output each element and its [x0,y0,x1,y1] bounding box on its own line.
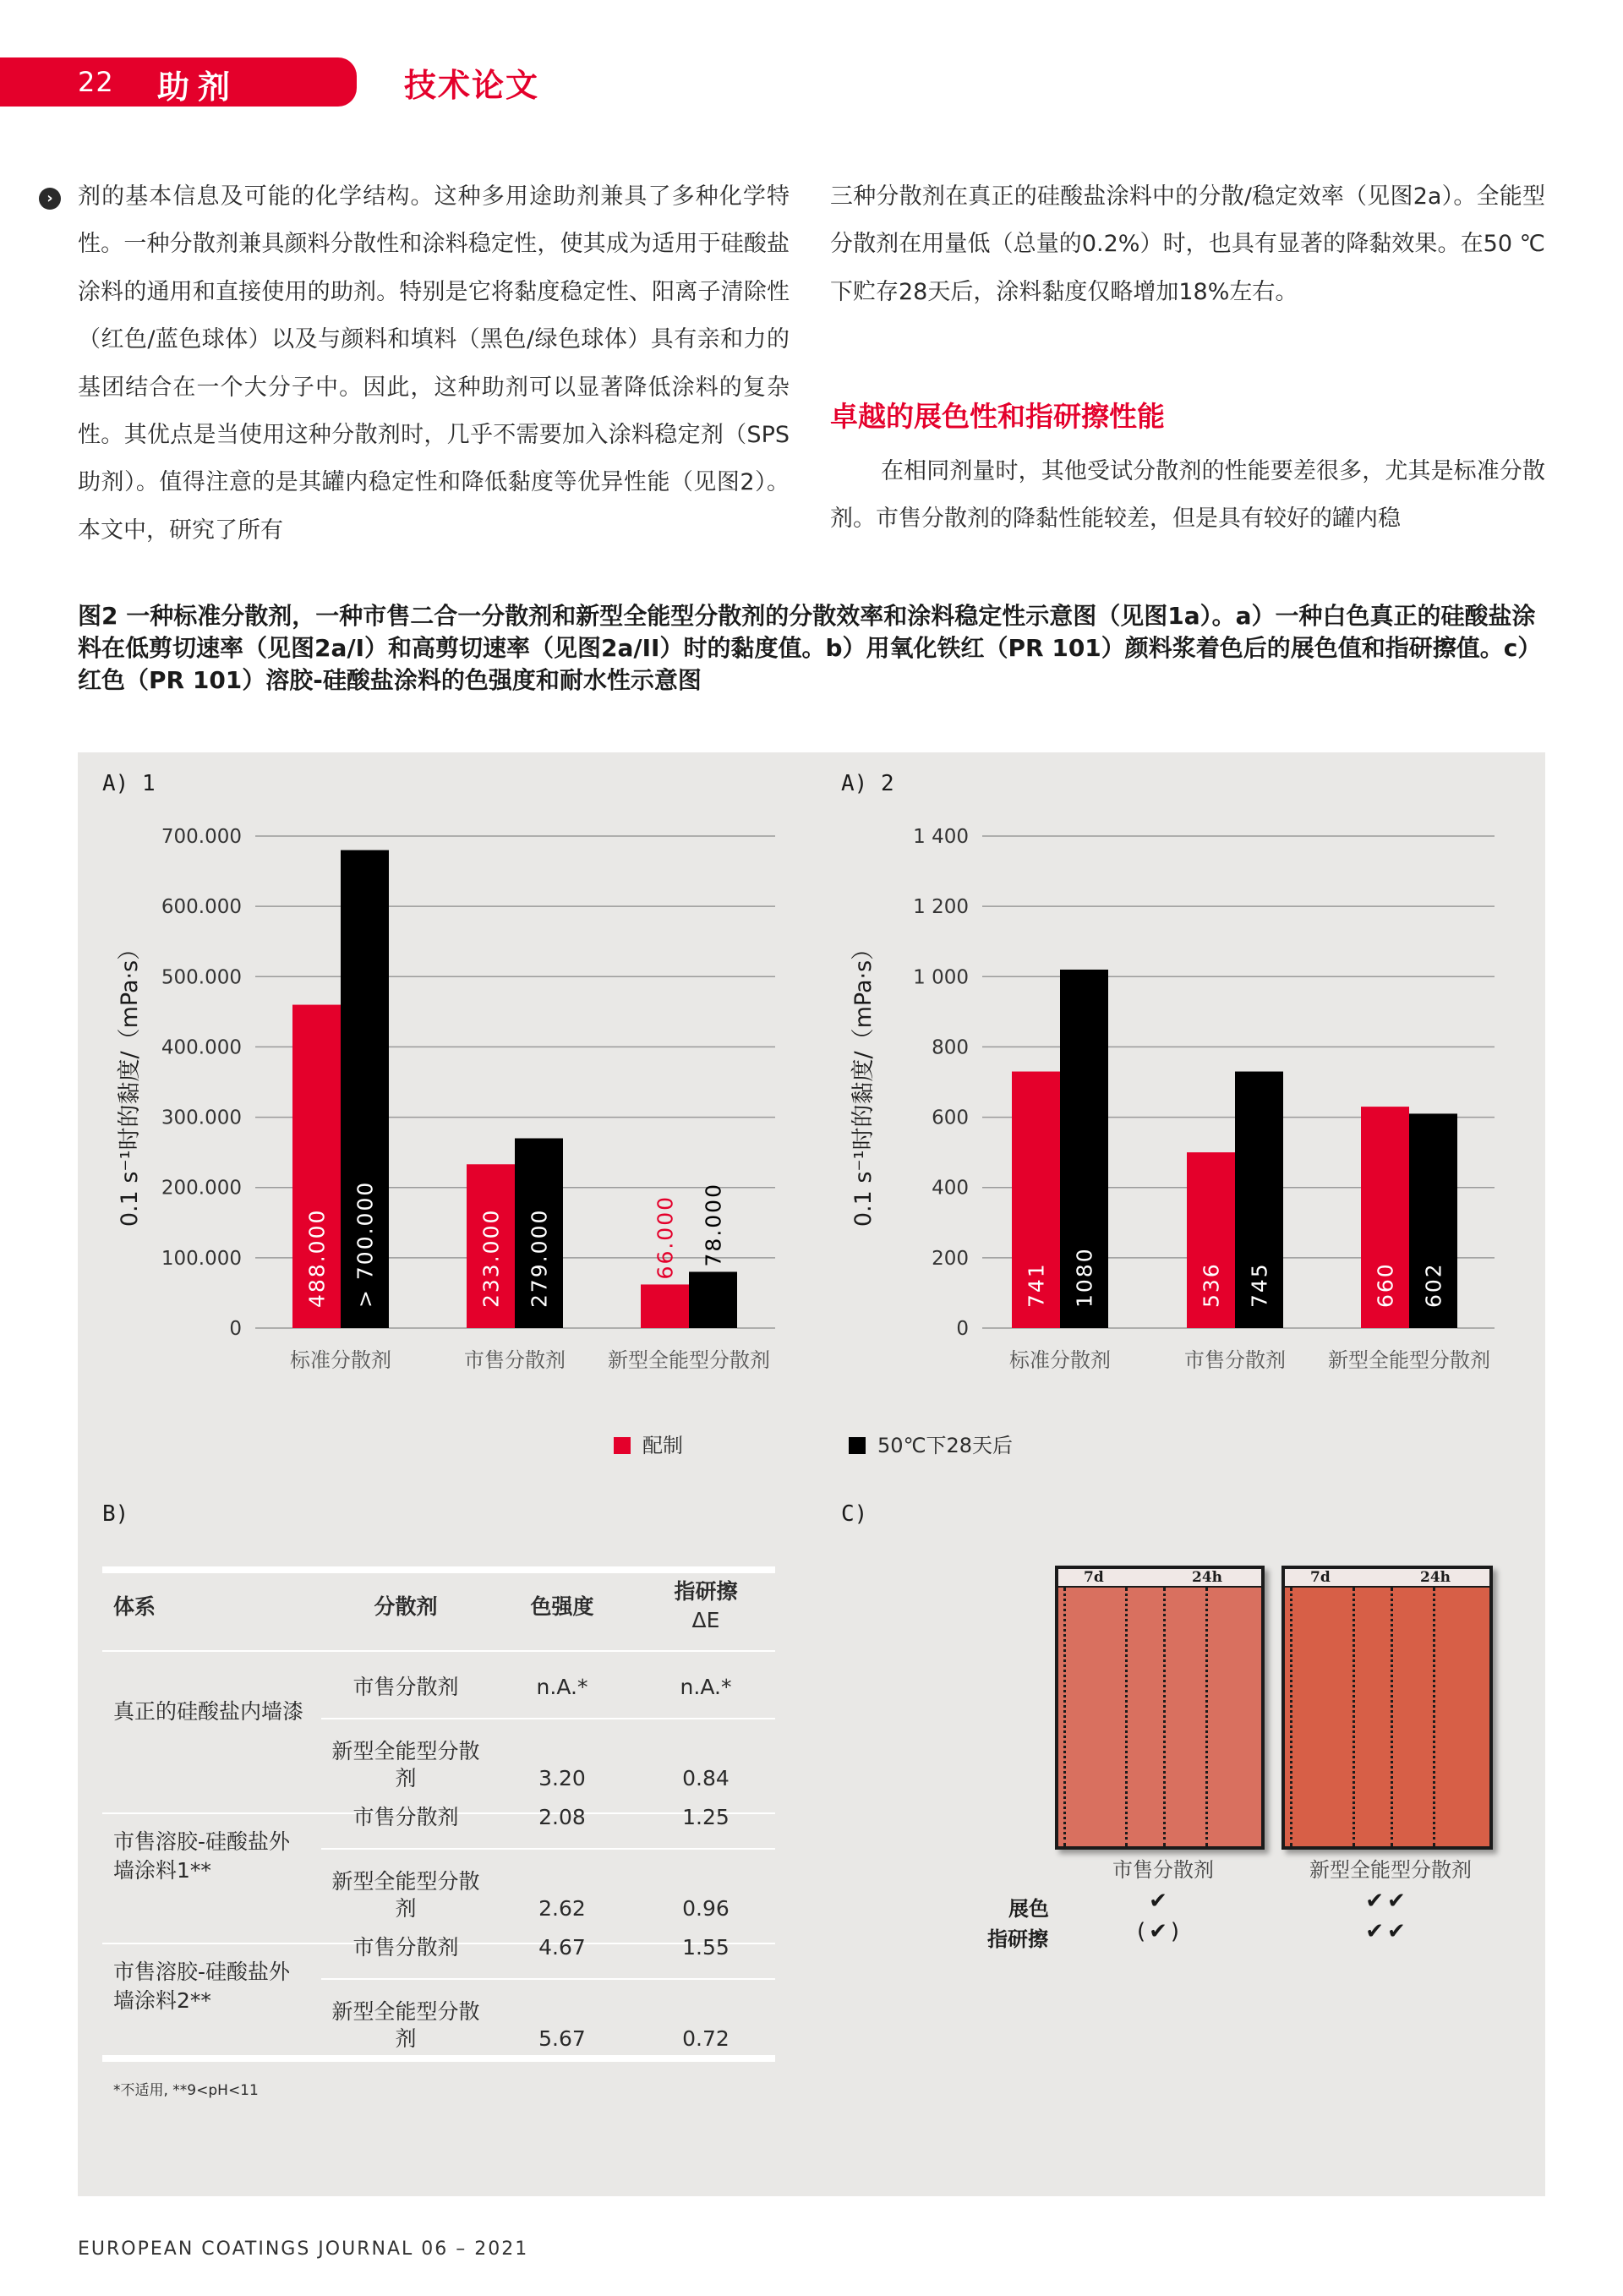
table-dispersant-cell: 市售分散剂 [352,1935,459,1960]
table-dispersant-cell: 新型全能型分散剂 [331,1869,480,1921]
th-color-strength: 色强度 [530,1594,594,1619]
swatch-tag-7d: 7d [1084,1569,1104,1586]
bar-value-label: 66.000 [653,1194,678,1280]
table-color-strength-cell: 2.62 [538,1896,586,1921]
bar-value-label: 233.000 [478,1208,504,1308]
table-color-strength-cell: 2.08 [538,1805,586,1829]
bar-value-label: 488.000 [304,1208,330,1308]
swatch-dotted-line [1352,1588,1355,1846]
table-system-cell: 市售溶胶-硅酸盐外墙涂料2** [113,1960,291,2013]
swatch-dotted-line [1433,1588,1435,1846]
swatch-tag-7d: 7d [1310,1569,1331,1586]
th-system: 体系 [113,1594,156,1619]
table-dispersant-cell: 新型全能型分散剂 [331,1739,480,1790]
bar-value-label: 279.000 [527,1208,552,1308]
table-top-rule [102,1566,775,1573]
bar-value-label: 745 [1247,1262,1272,1308]
development-check-icon: ✔ [1149,1889,1171,1914]
legend-stored [849,1429,1013,1458]
panel-label-b: B) [102,1501,129,1527]
sample-name-label: 新型全能型分散剂 [1309,1858,1472,1882]
table-dispersant-cell: 市售分散剂 [352,1675,459,1699]
panel-label-c: C) [841,1501,868,1527]
x-category-label: 市售分散剂 [464,1348,566,1372]
y-tick-label: 600.000 [161,896,242,919]
bar-value-label: > 700.000 [352,1180,378,1308]
table-row-rule [321,1718,775,1719]
panel-label-a2: A) 2 [841,771,894,796]
legend-stored-label: 50℃下28天后 [877,1434,1014,1457]
table-rubout-cell: 0.96 [682,1896,730,1921]
y-tick-label: 1 200 [913,896,969,919]
y-tick-label: 200 [932,1247,969,1270]
category-title: 技术论文 [404,67,540,104]
body-text-right-2: 在相同剂量时，其他受试分散剂的性能要差很多，尤其是标准分散剂。市售分散剂的降黏性能较差，但是具有较好的罐内稳 [830,458,1545,533]
table-system-cell: 市售溶胶-硅酸盐外墙涂料1** [113,1829,291,1883]
y-tick-label: 300.000 [161,1107,242,1129]
chart-a1 [78,803,805,1395]
y-tick-label: 600 [932,1107,969,1129]
swatch-tag-24h: 24h [1420,1569,1451,1586]
y-tick-label: 500.000 [161,966,242,989]
legend-swatch-red [614,1437,631,1454]
y-tick-label: 700.000 [161,826,242,848]
swatch-tag-24h: 24h [1192,1569,1223,1586]
rubout-check-icon: (✔) [1136,1919,1183,1944]
sample-name-label: 市售分散剂 [1112,1858,1214,1882]
journal-footer: EUROPEAN COATINGS JOURNAL 06 – 2021 [78,2239,529,2260]
th-delta-e: ΔE [691,1608,720,1632]
bar-value-label: 1080 [1072,1247,1097,1308]
bar-value-label: 602 [1421,1262,1446,1308]
swatch-dotted-line [1290,1588,1292,1846]
color-drawdown-swatch [1055,1566,1265,1850]
bar-value-label: 741 [1024,1262,1049,1308]
panel-label-a1: A) 1 [102,771,156,796]
bar-value-label: 78.000 [701,1183,726,1267]
swatch-dotted-line [1063,1588,1066,1846]
y-axis-label: 0.1 s⁻¹时的黏度/（mPa·s） [117,937,143,1227]
table-color-strength-cell: 4.67 [538,1935,586,1960]
row-label-development: 展色 [1008,1897,1049,1921]
x-category-label: 新型全能型分散剂 [608,1348,770,1372]
y-tick-label: 1 000 [913,966,969,989]
table-color-strength-cell: 3.20 [538,1766,586,1790]
table-color-strength-cell: n.A.* [536,1675,588,1699]
swatch-dotted-line [1205,1588,1208,1846]
swatch-dotted-line [1391,1588,1393,1846]
table-rubout-cell: 0.72 [682,2026,730,2051]
table-row-rule [321,1848,775,1850]
table-header-rule [102,1650,775,1652]
x-category-label: 标准分散剂 [1009,1348,1111,1372]
subheading: 卓越的展色性和指研擦性能 [830,400,1165,433]
page-number: 22 [78,66,114,98]
legend-formulated-label: 配制 [642,1434,683,1457]
y-tick-label: 1 400 [913,826,969,848]
body-text-right: 三种分散剂在真正的硅酸盐涂料中的分散/稳定效率（见图2a）。全能型分散剂在用量低（总量的0.2%）时，也具有显著的降黏效果。在50 ℃下贮存28天后，涂料黏度仅略增加18%左右。 [830,183,1545,305]
th-rubout: 指研擦 [674,1579,738,1604]
table-system-cell: 真正的硅酸盐内墙漆 [113,1699,304,1724]
x-category-label: 新型全能型分散剂 [1328,1348,1490,1372]
table-rubout-cell: 0.84 [682,1766,730,1790]
rubout-check-icon: ✔✔ [1365,1919,1409,1944]
table-rubout-cell: n.A.* [680,1675,732,1699]
y-tick-label: 0 [229,1318,242,1340]
y-tick-label: 400.000 [161,1036,242,1059]
y-axis-label: 0.1 s⁻¹时的黏度/（mPa·s） [850,937,877,1227]
color-drawdown-swatch [1281,1566,1493,1850]
table-dispersant-cell: 新型全能型分散剂 [331,1999,480,2051]
legend-swatch-black [849,1437,866,1454]
body-text-left: 剂的基本信息及可能的化学结构。这种多用途助剂兼具了多种化学特性。一种分散剂兼具颜料分散性和涂料稳定性，使其成为适用于硅酸盐涂料的通用和直接使用的助剂。特别是它将黏度稳定性、阳离子清除性（红色/蓝色球体）以及与颜料和填料（黑色/绿色球体）具有亲和力的基团结合在一个大分子中。因此，这种助剂可以显著降低涂料的复杂性。其优点是当使用这种分散剂时，几乎不需要加入涂料稳定剂（SPS助剂）。值得注意的是其罐内稳定性和降低黏度等优异性能（见图2）。本文中，研究了所有 [78,183,790,544]
x-category-label: 标准分散剂 [290,1348,391,1372]
table-dispersant-cell: 市售分散剂 [352,1805,459,1829]
swatch-dotted-line [1125,1588,1128,1846]
table-row-rule [321,1978,775,1980]
continue-arrow-icon: › [39,188,61,210]
table-rubout-cell: 1.55 [682,1935,730,1960]
x-category-label: 市售分散剂 [1184,1348,1286,1372]
development-check-icon: ✔✔ [1365,1889,1409,1914]
bar-stored [689,1271,737,1328]
bar-value-label: 536 [1199,1262,1224,1308]
y-tick-label: 200.000 [161,1177,242,1200]
bar-value-label: 660 [1373,1262,1398,1308]
chart-a2 [812,803,1545,1395]
y-tick-label: 400 [932,1177,969,1200]
y-tick-label: 800 [932,1036,969,1059]
th-dispersant: 分散剂 [374,1594,438,1619]
swatch-dotted-line [1163,1588,1166,1846]
y-tick-label: 100.000 [161,1247,242,1270]
table-rubout-cell: 1.25 [682,1805,730,1829]
bar-formulated [641,1284,689,1328]
table-footnote: *不适用, **9<pH<11 [113,2082,259,2099]
table-bottom-rule [102,2055,775,2062]
y-tick-label: 0 [956,1318,969,1340]
figure-caption: 图2 一种标准分散剂，一种市售二合一分散剂和新型全能型分散剂的分散效率和涂料稳定性示意图（见图1a）。a）一种白色真正的硅酸盐涂料在低剪切速率（见图2a/I）和高剪切速率（见图2a/II）时的黏度值。b）用氧化铁红（PR 101）颜料浆着色后的展色值和指研擦值。c）红色（PR 101）溶胶-硅酸盐涂料的色强度和耐水性示意图 [78,602,1542,694]
section-title: 助剂 [157,68,239,106]
legend-formulated [614,1429,683,1458]
table-color-strength-cell: 5.67 [538,2026,586,2051]
row-label-rubout: 指研擦 [987,1927,1048,1951]
